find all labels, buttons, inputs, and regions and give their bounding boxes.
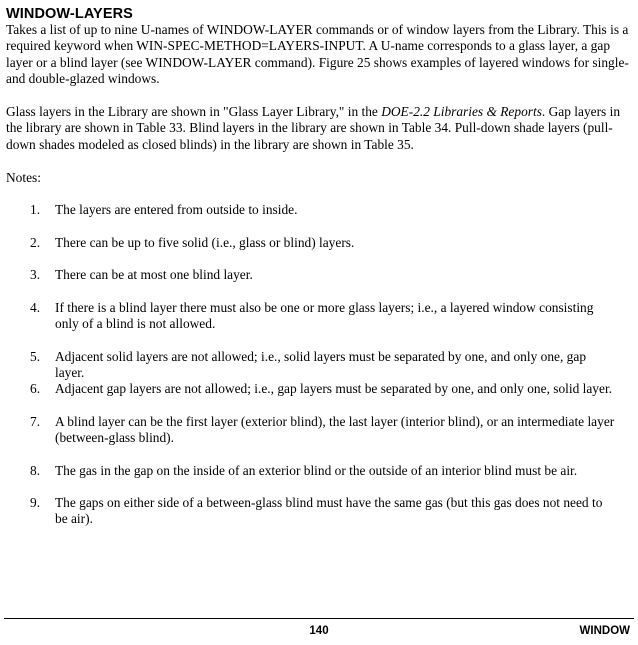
note-text: There can be up to five solid (i.e., glass or blind) layers.: [55, 235, 355, 250]
note-text: The gas in the gap on the inside of an exterior blind or the outside of an interior blind must be air.: [55, 463, 578, 478]
library-paragraph-text-end: . Gap layers in the library are shown in Table 33. Blind layers in the library are shown in Table 34. Pull-down shade layers (pull-down shades modeled as closed blinds) in the library are shown in Table 35.: [6, 104, 621, 152]
note-number: 5.: [30, 349, 41, 364]
note-number: 4.: [30, 300, 41, 315]
note-number: 7.: [30, 414, 41, 429]
note-number: 9.: [30, 495, 41, 510]
description-paragraph: Takes a list of up to nine U-names of WINDOW-LAYER commands or of window layers from the Library. This is a required keyword when WIN-SPEC-METHOD=LAYERS-INPUT. A U-name corresponds to a glass layer, a gap layer or a blind layer (see WINDOW-LAYER command). Figure 25 shows examples of layered windows for single- and double-glazed windows.: [6, 22, 629, 86]
note-text: The gaps on either side of a between-glass blind must have the same gas (but this gas does not need to be air).: [55, 495, 603, 526]
note-text: There can be at most one blind layer.: [55, 267, 253, 282]
note-number: 6.: [30, 381, 41, 396]
footer-divider: [4, 618, 634, 619]
library-paragraph: [6, 104, 630, 153]
note-text: Adjacent gap layers are not allowed; i.e., gap layers must be separated by one, and only one, solid layer.: [55, 381, 613, 396]
note-text: A blind layer can be the first layer (exterior blind), the last layer (interior blind), or an intermediate layer (between-glass blind).: [55, 414, 615, 445]
footer-section-name: WINDOW: [579, 625, 630, 637]
note-text: Adjacent solid layers are not allowed; i.e., solid layers must be separated by one, and only one, gap layer.: [55, 349, 587, 380]
note-number: 2.: [30, 235, 41, 250]
note-number: 1.: [30, 202, 41, 217]
library-paragraph-text-start: Glass layers in the Library are shown in "Glass Layer Library," in the: [6, 104, 382, 119]
note-text: The layers are entered from outside to inside.: [55, 202, 298, 217]
notes-label: Notes:: [6, 170, 41, 185]
note-number: 3.: [30, 267, 41, 282]
library-reference-title: DOE-2.2 Libraries & Reports: [381, 104, 542, 119]
note-number: 8.: [30, 463, 41, 478]
section-heading: WINDOW-LAYERS: [6, 6, 133, 22]
note-text: If there is a blind layer there must also be one or more glass layers; i.e., a layered window consisting only of a blind is not allowed.: [55, 300, 594, 331]
page-number: 140: [309, 625, 329, 637]
